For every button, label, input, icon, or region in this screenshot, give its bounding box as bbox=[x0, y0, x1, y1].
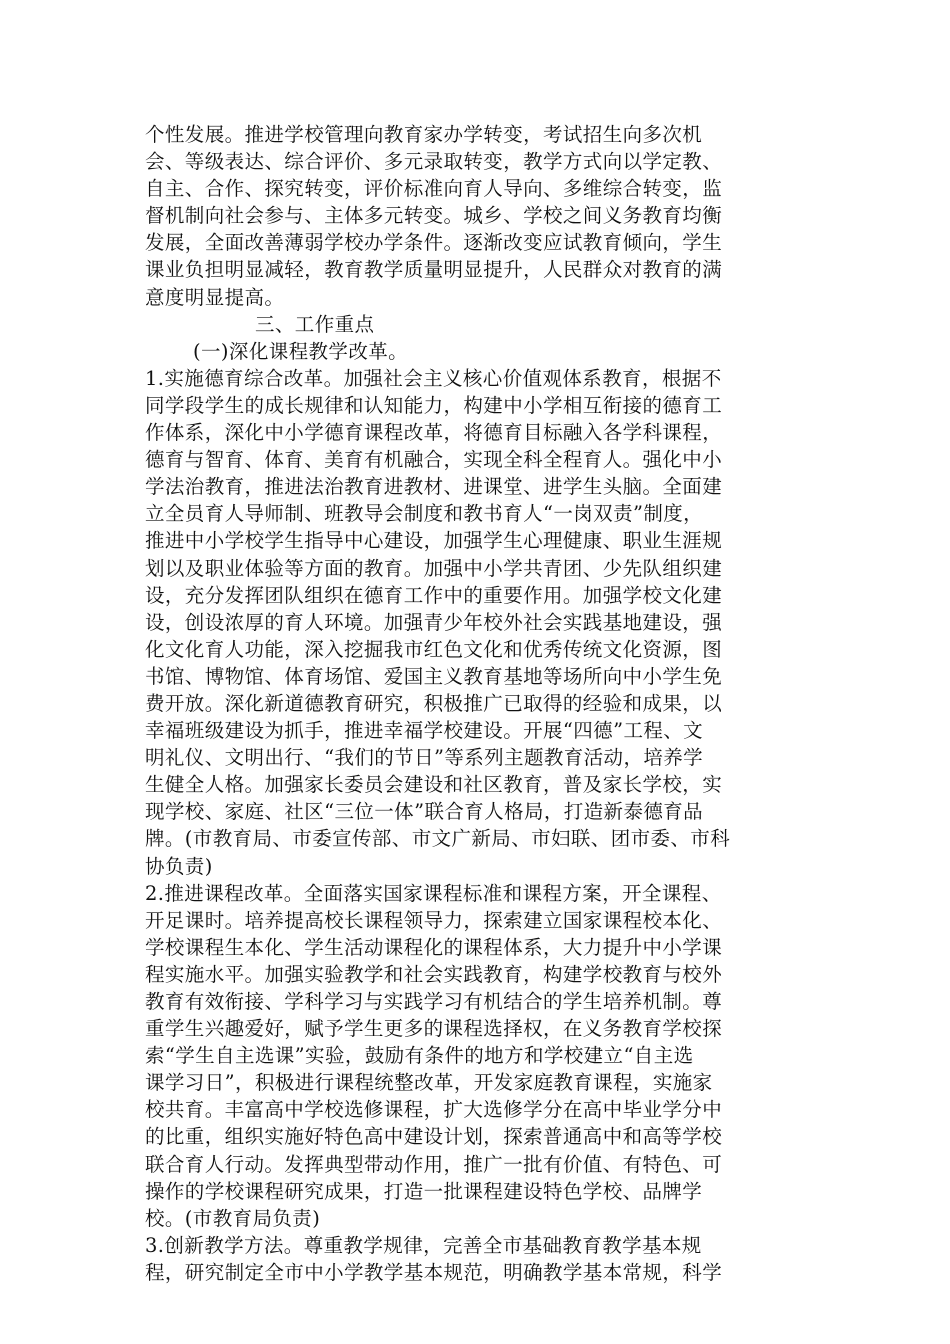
item-1-paragraph bbox=[145, 365, 805, 880]
text-line: 1.实施德育综合改革。加强社会主义核心价值观体系教育，根据不 bbox=[145, 366, 722, 390]
text-line: 校共育。丰富高中学校选修课程，扩大选修学分在高中毕业学分中 bbox=[145, 1098, 723, 1122]
item-3-paragraph bbox=[145, 1232, 805, 1286]
text-line: 牌。(市教育局、市委宣传部、市文广新局、市妇联、团市委、市科 bbox=[145, 827, 731, 851]
text-line: 费开放。深化新道德教育研究，积极推广已取得的经验和成果，以 bbox=[145, 691, 723, 715]
text-line: 课业负担明显减轻，教育教学质量明显提升，人民群众对教育的满 bbox=[145, 258, 723, 282]
text-line: 操作的学校课程研究成果，打造一批课程建设特色学校、品牌学 bbox=[145, 1179, 703, 1203]
text-line: 的比重，组织实施好特色高中建设计划，探索普通高中和高等学校 bbox=[145, 1125, 723, 1149]
text-line: 学校课程生本化、学生活动课程化的课程体系，大力提升中小学课 bbox=[145, 935, 723, 959]
text-line: 意度明显提高。 bbox=[145, 285, 285, 309]
text-line: 督机制向社会参与、主体多元转变。城乡、学校之间义务教育均衡 bbox=[145, 204, 723, 228]
text-line: 立全员育人导师制、班教导会制度和教书育人“一岗双责”制度， bbox=[145, 502, 704, 526]
text-line: 划以及职业体验等方面的教育。加强中小学共青团、少先队组织建 bbox=[145, 556, 723, 580]
text-line: 程实施水平。加强实验教学和社会实践教育，构建学校教育与校外 bbox=[145, 962, 723, 986]
text-line: 联合育人行动。发挥典型带动作用，推广一批有价值、有特色、可 bbox=[145, 1152, 723, 1176]
text-line: 设，创设浓厚的育人环境。加强青少年校外社会实践基地建设，强 bbox=[145, 610, 723, 634]
text-line: 开足课时。培养提高校长课程领导力，探索建立国家课程校本化、 bbox=[145, 908, 723, 932]
text-line: 协负责) bbox=[145, 854, 213, 878]
text-line: 书馆、博物馆、体育场馆、爱国主义教育基地等场所向中小学生免 bbox=[145, 664, 723, 688]
document-body bbox=[145, 121, 805, 1286]
text-line: 设，充分发挥团队组织在德育工作中的重要作用。加强学校文化建 bbox=[145, 583, 723, 607]
text-line: 教育有效衔接、学科学习与实践学习有机结合的学生培养机制。尊 bbox=[145, 990, 723, 1013]
text-line: 重学生兴趣爱好，赋予学生更多的课程选择权，在义务教育学校探 bbox=[145, 1017, 723, 1041]
text-line: 3.创新教学方法。尊重教学规律，完善全市基础教育教学基本规 bbox=[145, 1233, 702, 1257]
text-line: 幸福班级建设为抓手，推进幸福学校建设。开展“四德”工程、文 bbox=[145, 719, 704, 743]
text-line: 明礼仪、文明出行、“我们的节日”等系列主题教育活动，培养学 bbox=[145, 746, 704, 770]
text-line: 德育与智育、体育、美育有机融合，实现全科全程育人。强化中小 bbox=[145, 448, 723, 472]
text-line: 程，研究制定全市中小学教学基本规范，明确教学基本常规，科学 bbox=[145, 1260, 723, 1284]
text-line: 发展，全面改善薄弱学校办学条件。逐渐改变应试教育倾向，学生 bbox=[145, 231, 723, 255]
section-heading: 三、工作重点 bbox=[255, 312, 375, 336]
text-line: 会、等级表达、综合评价、多元录取转变，教学方式向以学定教、 bbox=[145, 150, 723, 174]
subsection-heading: (一)深化课程教学改革。 bbox=[193, 339, 409, 363]
text-line: 个性发展。推进学校管理向教育家办学转变，考试招生向多次机 bbox=[145, 123, 703, 146]
text-line: 学法治教育，推进法治教育进教材、进课堂、进学生头脑。全面建 bbox=[145, 475, 723, 499]
text-line: 推进中小学校学生指导中心建设，加强学生心理健康、职业生涯规 bbox=[145, 529, 723, 553]
text-line: 作体系，深化中小学德育课程改革，将德育目标融入各学科课程， bbox=[145, 421, 723, 445]
text-line: 2.推进课程改革。全面落实国家课程标准和课程方案，开全课程、 bbox=[145, 881, 722, 905]
text-line: 索“学生自主选课”实验，鼓励有条件的地方和学校建立“自主选 bbox=[145, 1044, 694, 1068]
text-line: 化文化育人功能，深入挖掘我市红色文化和优秀传统文化资源，图 bbox=[145, 637, 723, 661]
item-2-paragraph bbox=[145, 880, 805, 1232]
intro-paragraph bbox=[145, 121, 805, 311]
text-line: 同学段学生的成长规律和认知能力，构建中小学相互衔接的德育工 bbox=[145, 393, 723, 417]
text-line: 生健全人格。加强家长委员会建设和社区教育，普及家长学校，实 bbox=[145, 773, 723, 797]
text-line: 校。(市教育局负责) bbox=[145, 1206, 321, 1230]
text-line: 自主、合作、探究转变，评价标准向育人导向、多维综合转变，监 bbox=[145, 177, 723, 201]
text-line: 现学校、家庭、社区“三位一体”联合育人格局，打造新泰德育品 bbox=[145, 800, 704, 824]
text-line: 课学习日”，积极进行课程统整改革，开发家庭教育课程，实施家 bbox=[145, 1071, 713, 1095]
